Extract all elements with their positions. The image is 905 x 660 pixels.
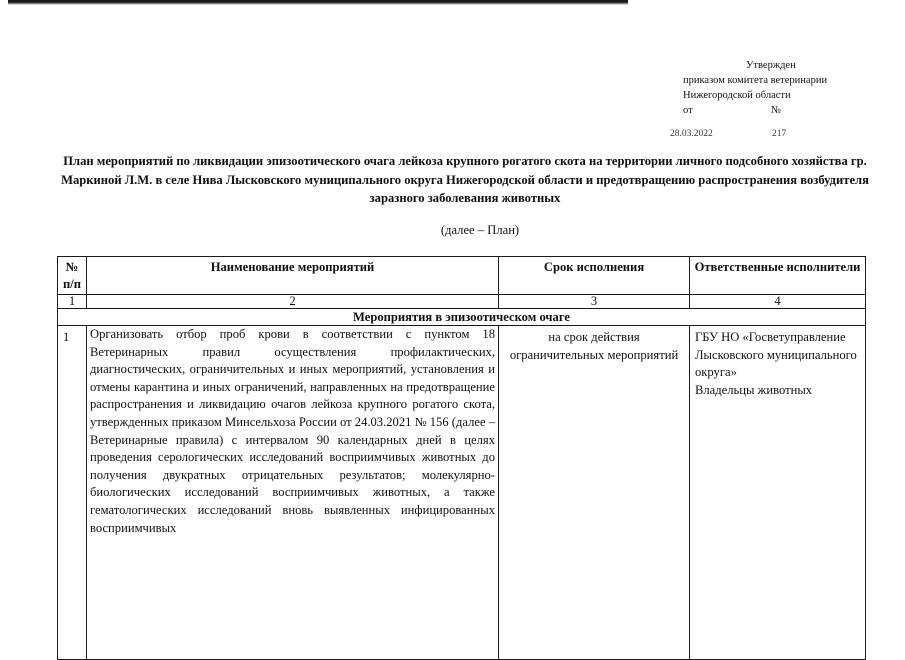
scan-edge-artifact <box>8 0 628 5</box>
row-responsible-owners: Владельцы животных <box>695 382 813 397</box>
row-measure-name: Организовать отбор проб крови в соответствии с пунктом 18 Ветеринарных правил осуществления профилактических, диагностических, ограничительных и иных мероприятий, установления и отмены карантина и иных ограничений, направленных на предотвращение распространения и ликвидацию очагов лейкоза крупного рогатого скота, утвержденных приказом Минсельхоза России от 24.03.2021 № 156 (далее – Ветеринарные правила) с интервалом 90 календарных дней в целях проведения серологических исследований восприимчивых животных до получения двукратных отрицательных результатов; молекулярно-биологических исследований восприимчивых животных, а также гематологических исследований вновь выявленных инфицированных восприимчивых <box>87 326 499 660</box>
approval-title: Утвержден <box>746 60 796 71</box>
column-number-2: 2 <box>87 295 499 309</box>
table-row <box>58 326 866 660</box>
table-header-row <box>58 257 866 295</box>
column-number-1: 1 <box>58 295 87 309</box>
column-number-3: 3 <box>499 295 690 309</box>
row-term: на срок действия ограничительных мероприятий <box>499 326 690 660</box>
approval-line-1: приказом комитета ветеринарии <box>683 75 828 86</box>
document-title: План мероприятий по ликвидации эпизоотического очага лейкоза крупного рогатого скота на территории личного подсобного хозяйства гр. Маркиной Л.М. в селе Нива Лысковского муниципального округа Нижегородской области и предотвращению распространения возбудителя заразного заболевания животных <box>61 154 869 205</box>
approval-date: 28.03.2022 <box>670 129 713 139</box>
section-title: Мероприятия в эпизоотическом очаге <box>58 309 866 326</box>
document-subtitle: (далее – План) <box>440 223 520 237</box>
approval-number-label: № <box>771 105 782 116</box>
header-responsible: Ответственные исполнители <box>690 257 866 295</box>
row-responsible-org: ГБУ НО «Госветуправление Лысковского муниципального округа» <box>695 330 857 380</box>
header-name: Наименование мероприятий <box>87 257 499 295</box>
approval-stamp <box>670 58 898 142</box>
row-number: 1 <box>58 326 87 660</box>
header-num: № п/п <box>58 257 87 295</box>
column-numbers-row <box>58 295 866 309</box>
section-row <box>58 309 866 326</box>
approval-from-row <box>683 103 898 118</box>
plan-table <box>57 256 866 660</box>
approval-line-2: Нижегородской области <box>683 90 791 101</box>
header-term: Срок исполнения <box>499 257 690 295</box>
approval-from-label: от <box>683 105 693 116</box>
approval-number: 217 <box>772 129 787 139</box>
approval-date-row <box>670 127 898 142</box>
row-responsible <box>690 326 866 660</box>
column-number-4: 4 <box>690 295 866 309</box>
